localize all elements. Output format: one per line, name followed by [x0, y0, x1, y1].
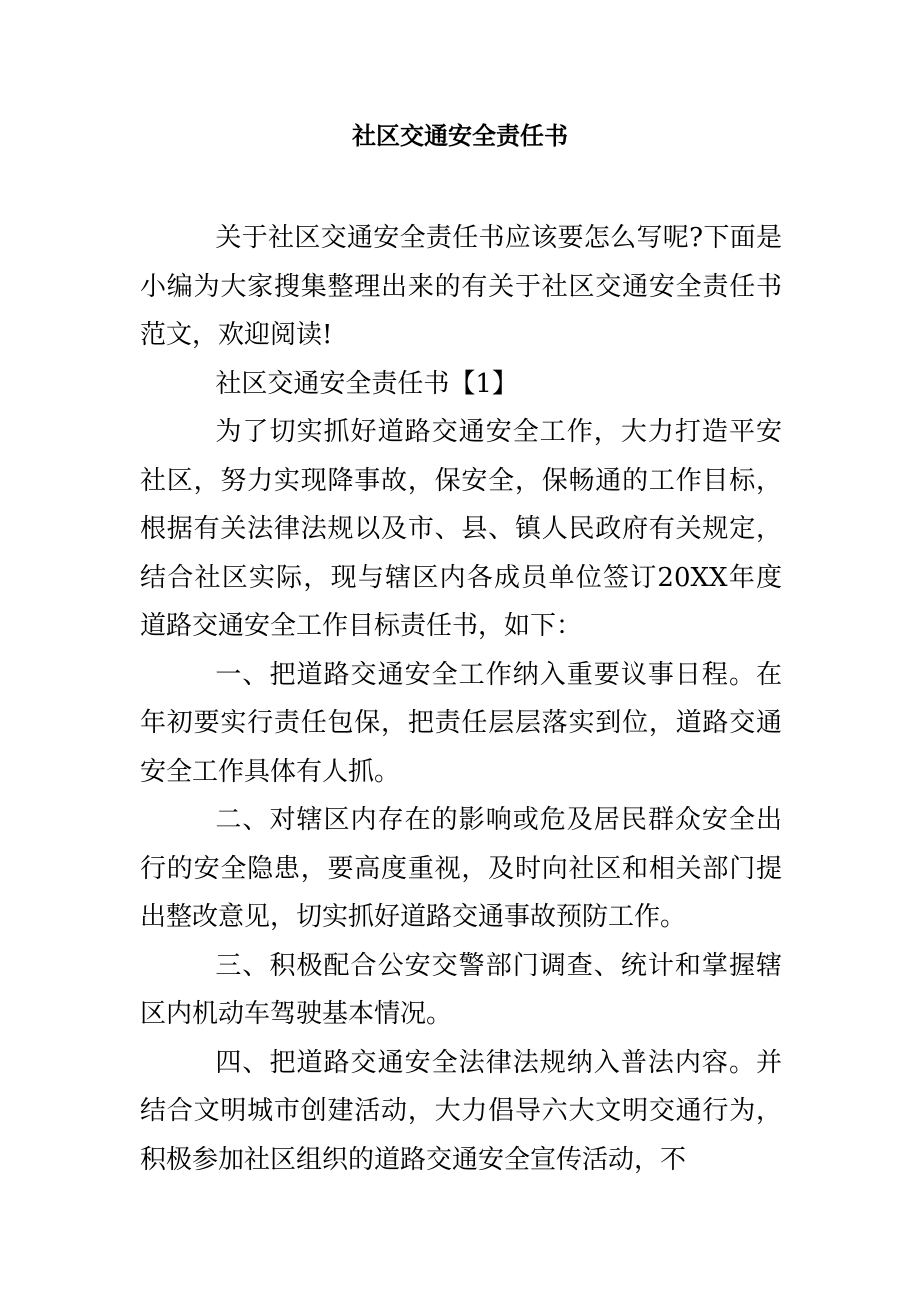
section-heading: 社区交通安全责任书【1】: [215, 368, 518, 399]
document-title: 社区交通安全责任书: [352, 121, 568, 150]
preamble-paragraph: 为了切实抓好道路交通安全工作，大力打造平安社区，努力实现降事故，保安全，保畅通的工作目标，根据有关法律法规以及市、县、镇人民政府有关规定，结合社区实际，现与辖区内各成员单位签订20XX年度道路交通安全工作目标责任书，如下：: [140, 417, 782, 641]
document-body: [140, 214, 782, 1184]
clause-paragraph-3: 三、积极配合公安交警部门调查、统计和掌握辖区内机动车驾驶基本情况。: [140, 950, 782, 1029]
clause-paragraph-4: 四、把道路交通安全法律法规纳入普法内容。并结合文明城市创建活动，大力倡导六大文明交通行为，积极参加社区组织的道路交通安全宣传活动，不: [140, 1047, 782, 1175]
clause-paragraph-1: 一、把道路交通安全工作纳入重要议事日程。在年初要实行责任包保，把责任层层落实到位，道路交通安全工作具体有人抓。: [140, 659, 782, 787]
clause-paragraph-2: 二、对辖区内存在的影响或危及居民群众安全出行的安全隐患，要高度重视，及时向社区和相关部门提出整改意见，切实抓好道路交通事故预防工作。: [140, 805, 782, 932]
intro-paragraph: 关于社区交通安全责任书应该要怎么写呢?下面是小编为大家搜集整理出来的有关于社区交通安全责任书范文，欢迎阅读!: [140, 223, 782, 350]
